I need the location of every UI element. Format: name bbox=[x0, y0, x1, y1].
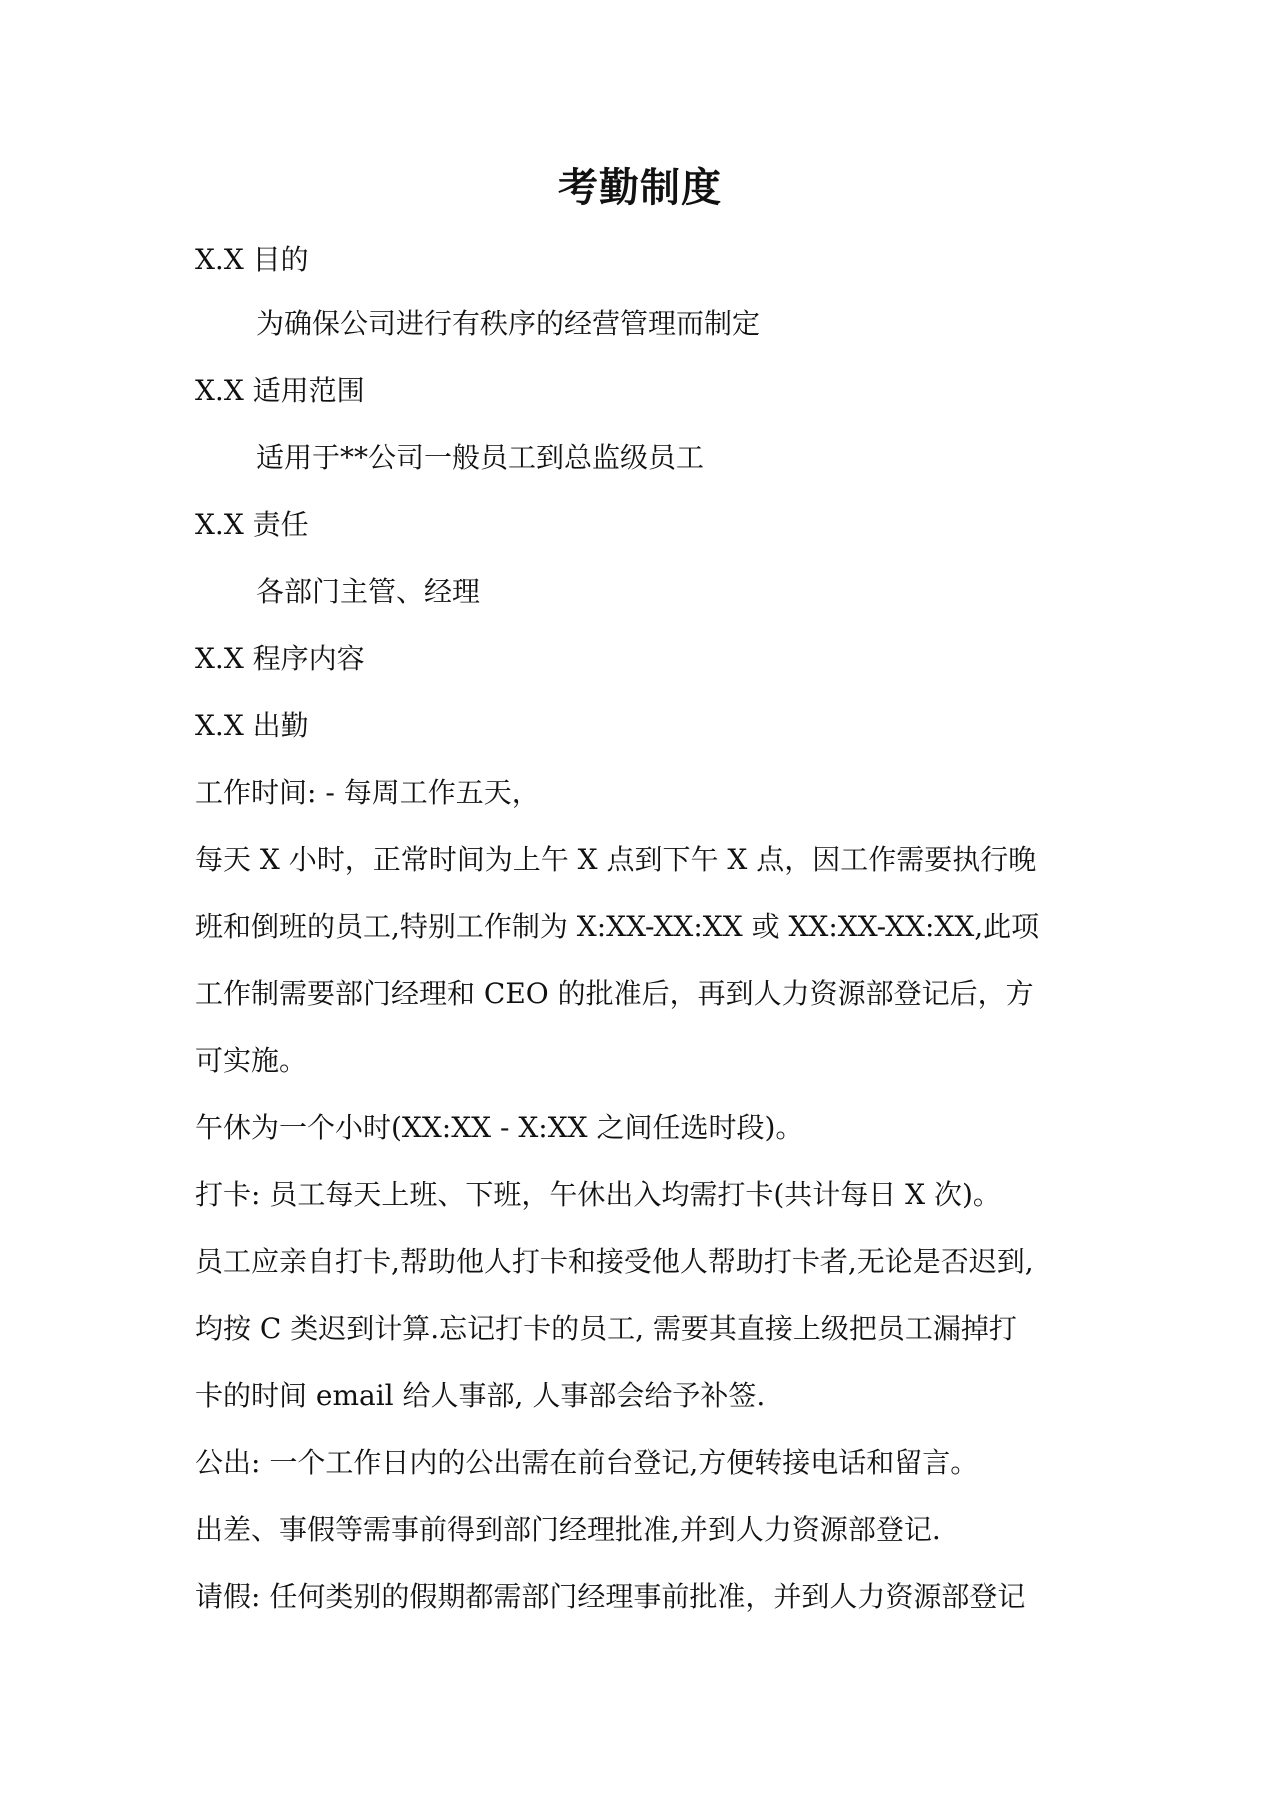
body-line: 员工应亲自打卡,帮助他人打卡和接受他人帮助打卡者,无论是否迟到, bbox=[195, 1245, 1034, 1278]
body-line-official-outing: 公出: 一个工作日内的公出需在前台登记,方便转接电话和留言。 bbox=[195, 1446, 979, 1479]
body-line-lunch-break: 午休为一个小时(XX:XX - X:XX 之间任选时段)。 bbox=[195, 1111, 804, 1144]
body-line: 卡的时间 email 给人事部, 人事部会给予补签. bbox=[195, 1379, 766, 1412]
section-heading-purpose: X.X 目的 bbox=[195, 243, 309, 276]
body-line-work-time: 工作时间: - 每周工作五天， bbox=[195, 776, 540, 809]
section-heading-responsibility: X.X 责任 bbox=[195, 508, 309, 541]
body-line: 可实施。 bbox=[195, 1044, 308, 1077]
purpose-text: 为确保公司进行有秩序的经营管理而制定 bbox=[256, 307, 761, 340]
body-line: 工作制需要部门经理和 CEO 的批准后，再到人力资源部登记后，方 bbox=[195, 977, 1034, 1010]
document-title: 考勤制度 bbox=[558, 165, 722, 211]
body-line-leave: 请假: 任何类别的假期都需部门经理事前批准，并到人力资源部登记 bbox=[195, 1580, 1026, 1613]
body-line: 均按 C 类迟到计算.忘记打卡的员工, 需要其直接上级把员工漏掉打 bbox=[195, 1312, 1017, 1345]
body-line: 出差、事假等需事前得到部门经理批准,并到人力资源部登记. bbox=[195, 1513, 941, 1546]
section-heading-attendance: X.X 出勤 bbox=[195, 709, 309, 742]
body-line-clock-in: 打卡: 员工每天上班、下班，午休出入均需打卡(共计每日 X 次)。 bbox=[195, 1178, 1001, 1211]
body-line: 班和倒班的员工,特别工作制为 X:XX-XX:XX 或 XX:XX-XX:XX,此项 bbox=[195, 910, 1040, 943]
section-heading-procedure: X.X 程序内容 bbox=[195, 642, 365, 675]
responsibility-text: 各部门主管、经理 bbox=[256, 575, 481, 608]
body-line: 每天 X 小时，正常时间为上午 X 点到下午 X 点，因工作需要执行晚 bbox=[195, 843, 1037, 876]
scope-text: 适用于**公司一般员工到总监级员工 bbox=[256, 441, 705, 474]
section-heading-scope: X.X 适用范围 bbox=[195, 374, 365, 407]
